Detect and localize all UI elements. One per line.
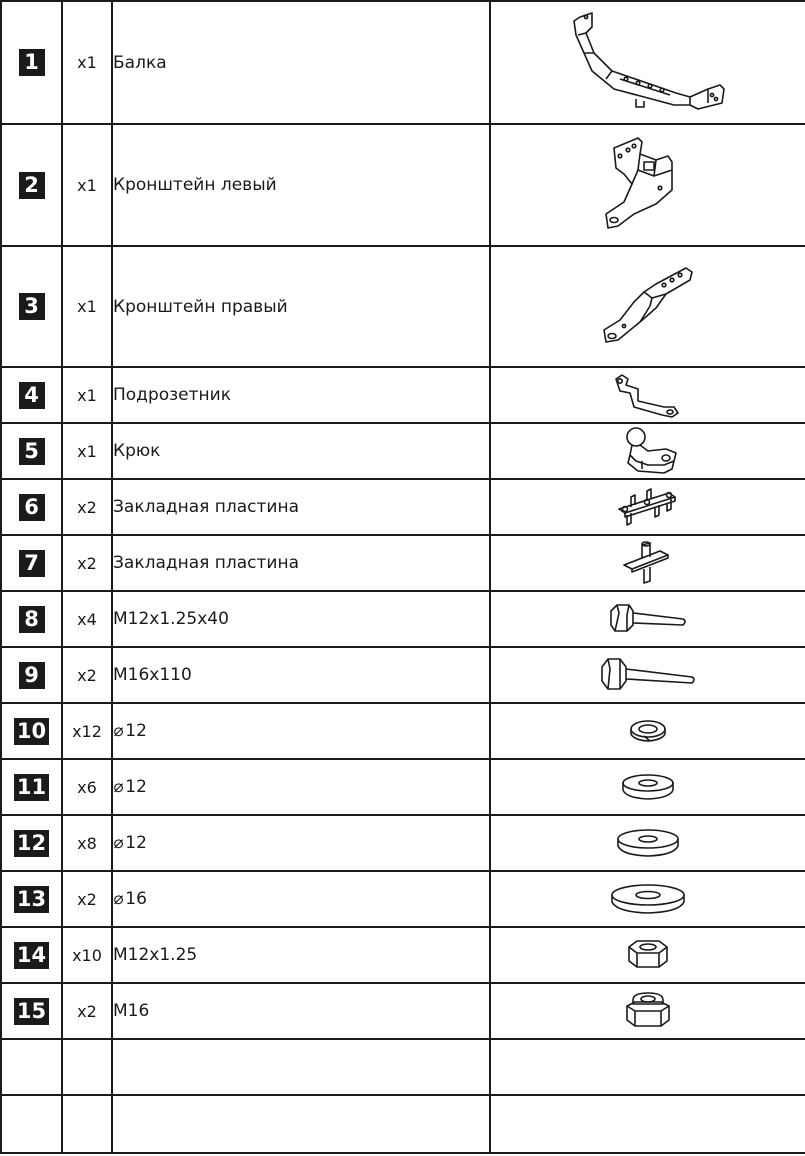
- diameter-symbol: ⌀: [113, 721, 124, 741]
- part-quantity: x1: [62, 124, 112, 246]
- spring-washer-icon: [626, 716, 670, 746]
- diameter-symbol: ⌀: [113, 889, 124, 909]
- part-quantity: x2: [62, 479, 112, 535]
- part-number-badge: 13: [14, 886, 49, 913]
- part-number-badge: 10: [14, 718, 49, 745]
- part-number-badge: 4: [19, 382, 45, 409]
- bolt-short-icon: [607, 601, 689, 637]
- part-quantity: x1: [62, 246, 112, 367]
- part-name: Подрозетник: [112, 367, 490, 423]
- table-row: [1, 815, 805, 871]
- table-row: [1, 983, 805, 1039]
- table-row: [1, 124, 805, 246]
- part-quantity: x1: [62, 423, 112, 479]
- part-quantity: x6: [62, 759, 112, 815]
- tow-beam-icon: [558, 9, 738, 117]
- table-row: [1, 1, 805, 124]
- part-number-badge: 11: [14, 774, 49, 801]
- part-name: [112, 815, 490, 871]
- part-number-badge: 12: [14, 830, 49, 857]
- part-number-badge: 7: [19, 550, 45, 577]
- tow-ball-hook-icon: [608, 425, 688, 477]
- part-name: M12x1.25x40: [112, 591, 490, 647]
- part-quantity: x12: [62, 703, 112, 759]
- part-quantity: x1: [62, 367, 112, 423]
- part-name: [112, 759, 490, 815]
- lock-nut-icon: [623, 990, 673, 1032]
- part-number-badge: 15: [14, 998, 49, 1025]
- table-row: [1, 367, 805, 423]
- part-name: Кронштейн левый: [112, 124, 490, 246]
- embedded-plate-single-icon: [618, 539, 678, 587]
- part-name: M16x110: [112, 647, 490, 703]
- table-row: [1, 759, 805, 815]
- hex-nut-icon: [625, 937, 671, 973]
- part-name: M12x1.25: [112, 927, 490, 983]
- embedded-plate-triple-icon: [613, 485, 683, 529]
- part-quantity: x10: [62, 927, 112, 983]
- part-name: Закладная пластина: [112, 479, 490, 535]
- part-quantity: x2: [62, 983, 112, 1039]
- part-name: M16: [112, 983, 490, 1039]
- bolt-long-icon: [598, 655, 698, 695]
- table-row: [1, 647, 805, 703]
- part-size: 12: [125, 833, 147, 853]
- table-row: [1, 871, 805, 927]
- table-row-empty: [1, 1095, 805, 1153]
- part-number-badge: 3: [19, 293, 45, 320]
- flat-washer-large-icon: [609, 882, 687, 916]
- table-row: [1, 246, 805, 367]
- table-row: [1, 703, 805, 759]
- part-quantity: x2: [62, 647, 112, 703]
- part-number-badge: 9: [19, 662, 45, 689]
- part-name: Крюк: [112, 423, 490, 479]
- table-row: [1, 535, 805, 591]
- part-size: 12: [125, 777, 147, 797]
- part-quantity: x4: [62, 591, 112, 647]
- table-row: [1, 479, 805, 535]
- part-quantity: x8: [62, 815, 112, 871]
- part-size: 16: [125, 889, 147, 909]
- part-name: Балка: [112, 1, 490, 124]
- part-size: 12: [125, 721, 147, 741]
- table-row: [1, 927, 805, 983]
- part-name: Кронштейн правый: [112, 246, 490, 367]
- part-quantity: x1: [62, 1, 112, 124]
- part-number-badge: 2: [19, 172, 45, 199]
- socket-bracket-icon: [608, 371, 688, 419]
- part-name: [112, 871, 490, 927]
- part-quantity: x2: [62, 535, 112, 591]
- part-quantity: x2: [62, 871, 112, 927]
- right-bracket-icon: [598, 262, 698, 352]
- table-row: [1, 423, 805, 479]
- diameter-symbol: ⌀: [113, 833, 124, 853]
- flat-washer-medium-icon: [615, 827, 681, 859]
- table-row: [1, 591, 805, 647]
- part-number-badge: 1: [19, 49, 45, 76]
- flat-washer-small-icon: [620, 772, 676, 802]
- diameter-symbol: ⌀: [113, 777, 124, 797]
- table-row-empty: [1, 1039, 805, 1095]
- part-name: [112, 703, 490, 759]
- part-number-badge: 5: [19, 438, 45, 465]
- part-name: Закладная пластина: [112, 535, 490, 591]
- part-number-badge: 6: [19, 494, 45, 521]
- part-number-badge: 8: [19, 606, 45, 633]
- left-bracket-icon: [598, 130, 698, 240]
- part-number-badge: 14: [14, 942, 49, 969]
